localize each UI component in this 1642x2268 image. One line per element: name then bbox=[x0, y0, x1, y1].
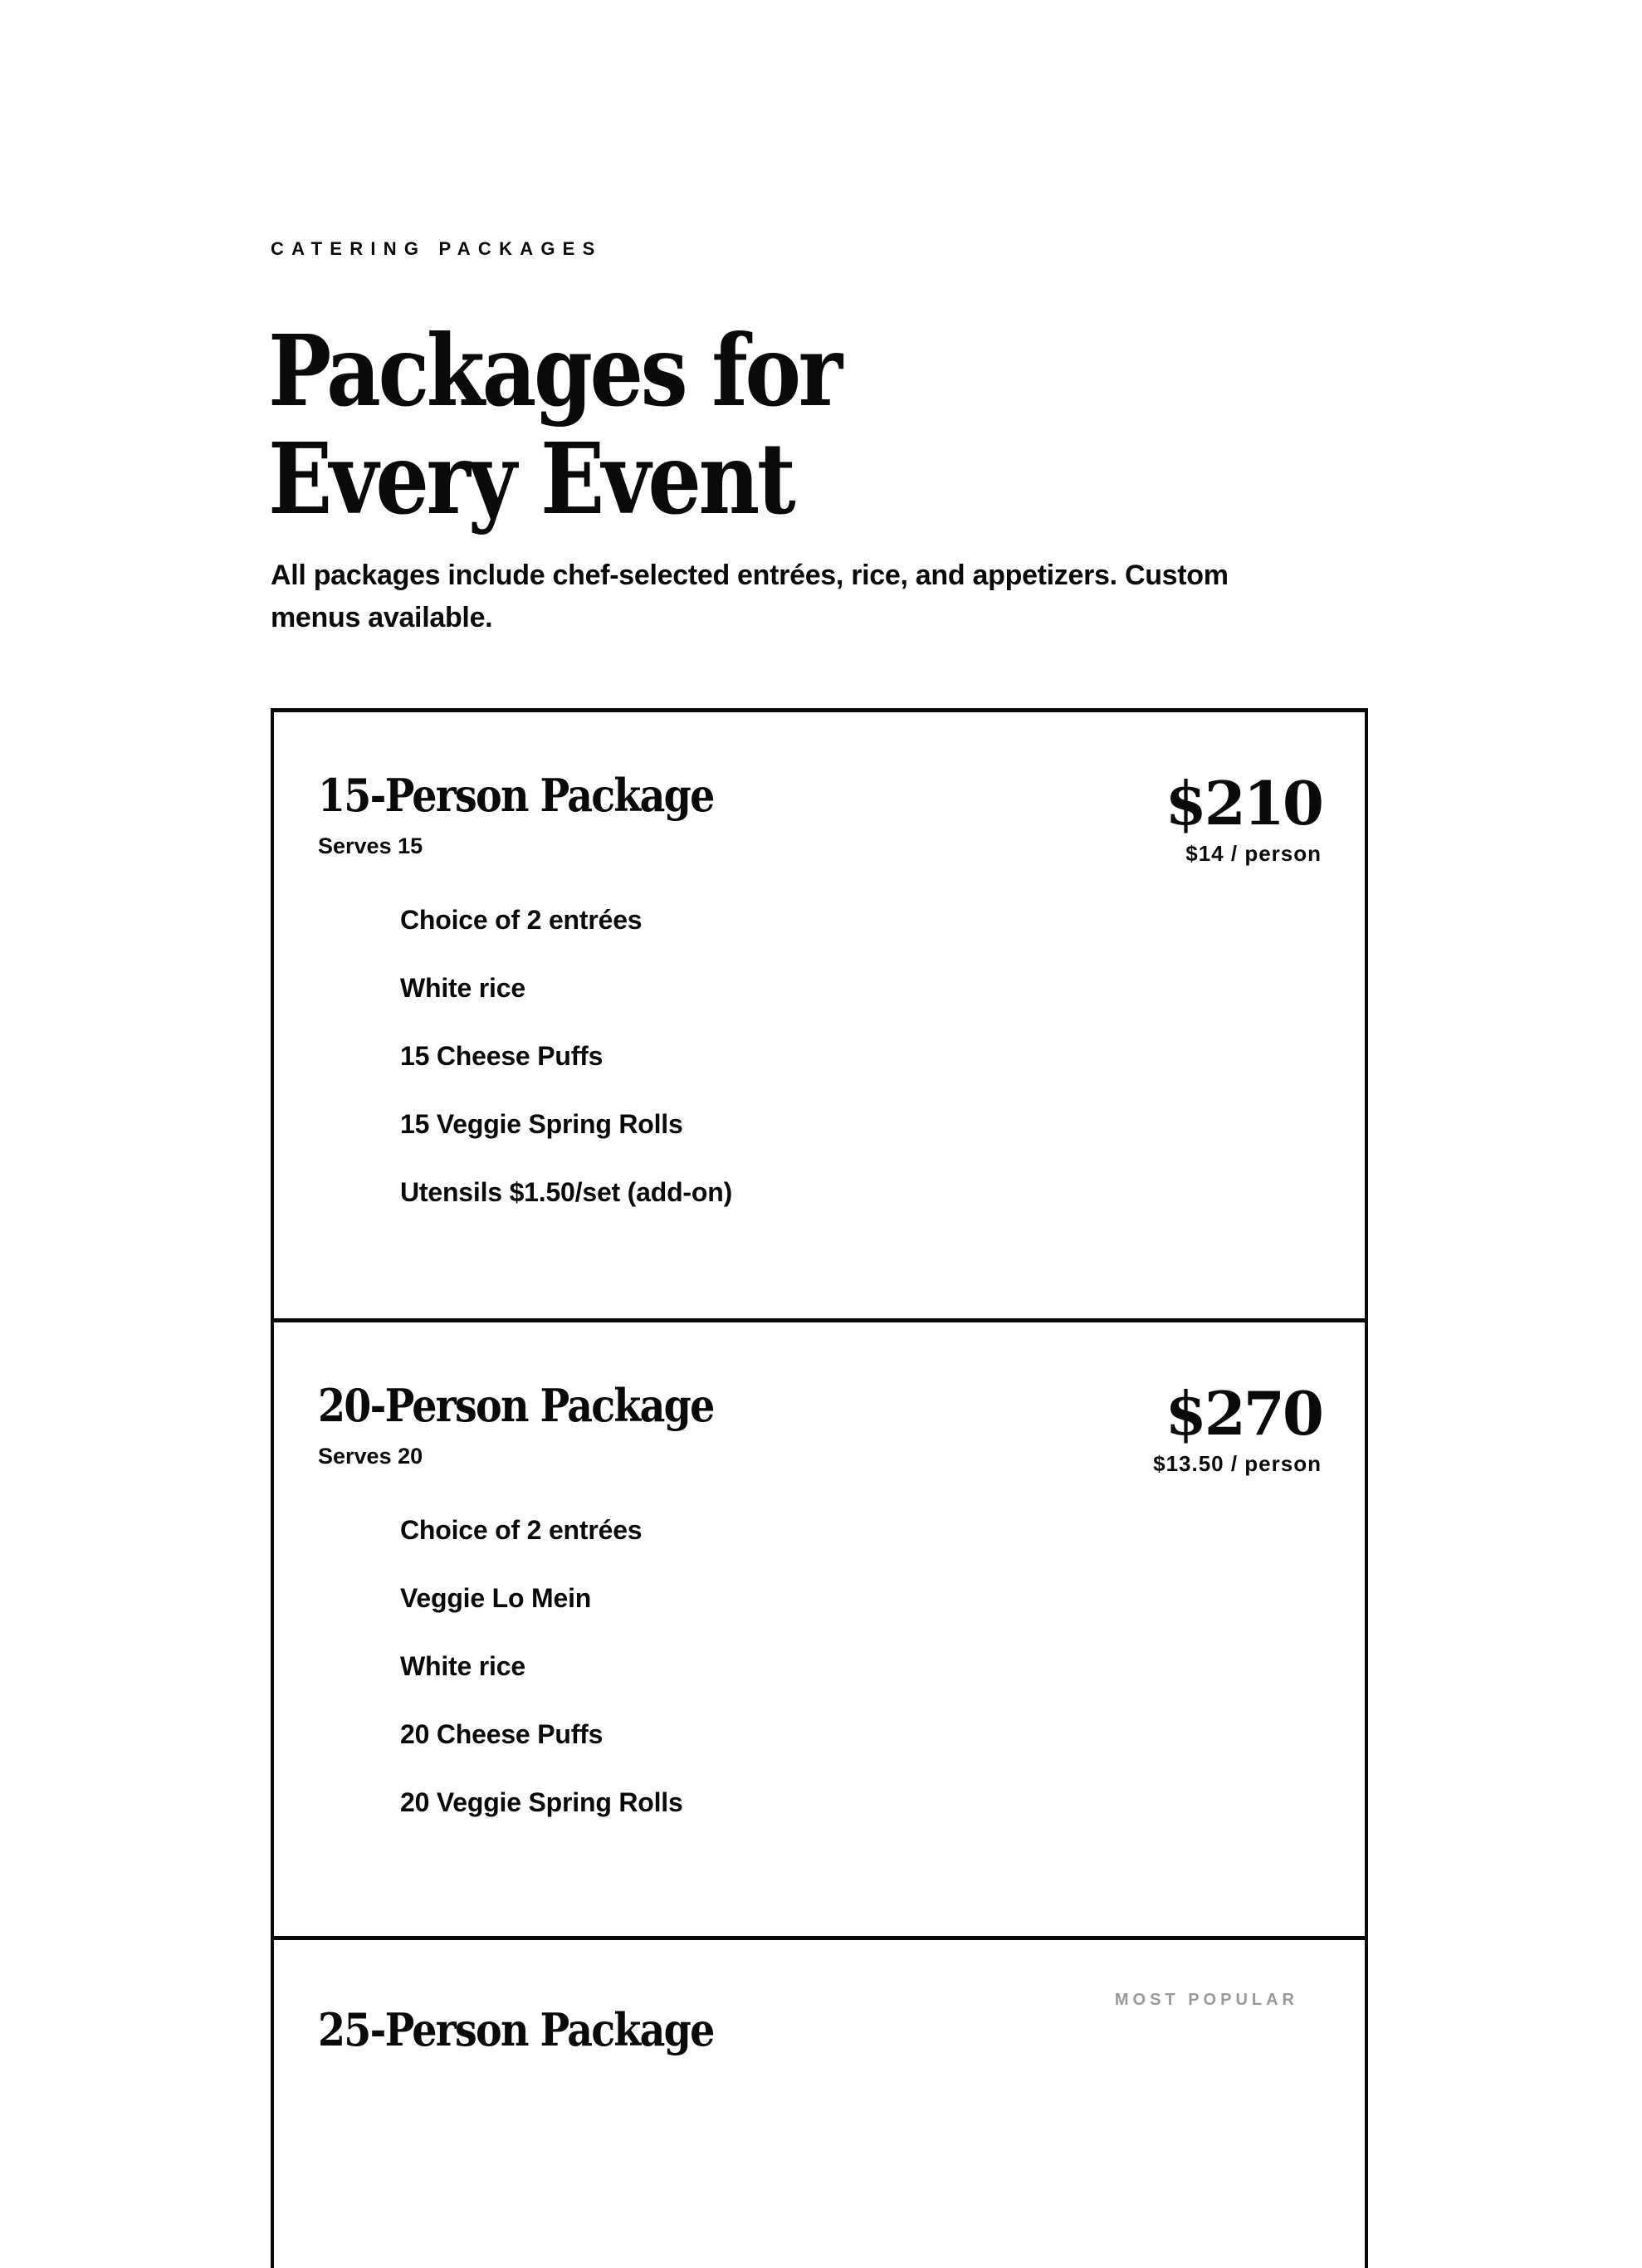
package-serves: Serves 20 bbox=[318, 1444, 423, 1469]
list-item: 15 Cheese Puffs bbox=[400, 1041, 604, 1071]
list-item: Choice of 2 entrées bbox=[400, 1515, 643, 1545]
package-header bbox=[318, 770, 1322, 867]
package-title: 25-Person Package bbox=[318, 2003, 714, 2056]
package-items bbox=[318, 1513, 1322, 1854]
page-title-line-1: Packages for bbox=[268, 313, 840, 428]
package-items bbox=[318, 903, 1322, 1244]
package-card-25 bbox=[271, 1936, 1368, 2268]
package-header bbox=[318, 1378, 1322, 1477]
page-title-line-2: Every Event bbox=[268, 421, 794, 536]
package-price: $210 bbox=[1165, 768, 1322, 838]
package-title-group bbox=[318, 1381, 768, 1470]
most-popular-badge: MOST POPULAR bbox=[1114, 1991, 1298, 2009]
intro-text: All packages include chef-selected entrées, rice, and appetizers. Custom menus available. bbox=[271, 560, 1229, 633]
package-title: 20-Person Package bbox=[318, 1379, 714, 1432]
package-title: 15-Person Package bbox=[318, 769, 714, 822]
list-item: Utensils $1.50/set (add-on) bbox=[400, 1177, 733, 1207]
package-price-block bbox=[1166, 770, 1322, 867]
list-item: White rice bbox=[400, 973, 525, 1003]
package-per-person-price: $14 / person bbox=[1185, 841, 1322, 866]
package-card-15 bbox=[271, 708, 1368, 1318]
section-eyebrow: CATERING PACKAGES bbox=[271, 238, 603, 259]
page-title bbox=[268, 313, 840, 536]
list-item: 20 Veggie Spring Rolls bbox=[400, 1787, 683, 1817]
package-list bbox=[271, 708, 1368, 2268]
list-item: 20 Cheese Puffs bbox=[400, 1719, 604, 1749]
package-serves: Serves 15 bbox=[318, 833, 423, 858]
list-item: 15 Veggie Spring Rolls bbox=[400, 1109, 683, 1139]
package-price: $270 bbox=[1165, 1378, 1322, 1449]
package-title-group bbox=[318, 1998, 768, 2055]
package-per-person-price: $13.50 / person bbox=[1153, 1451, 1322, 1476]
package-card-20 bbox=[271, 1318, 1368, 1936]
list-item: White rice bbox=[400, 1651, 525, 1681]
list-item: Choice of 2 entrées bbox=[400, 905, 643, 935]
catering-packages-page bbox=[268, 0, 1368, 2056]
package-title-group bbox=[318, 770, 768, 860]
list-item: Veggie Lo Mein bbox=[400, 1583, 592, 1613]
package-price-block bbox=[1153, 1378, 1322, 1477]
